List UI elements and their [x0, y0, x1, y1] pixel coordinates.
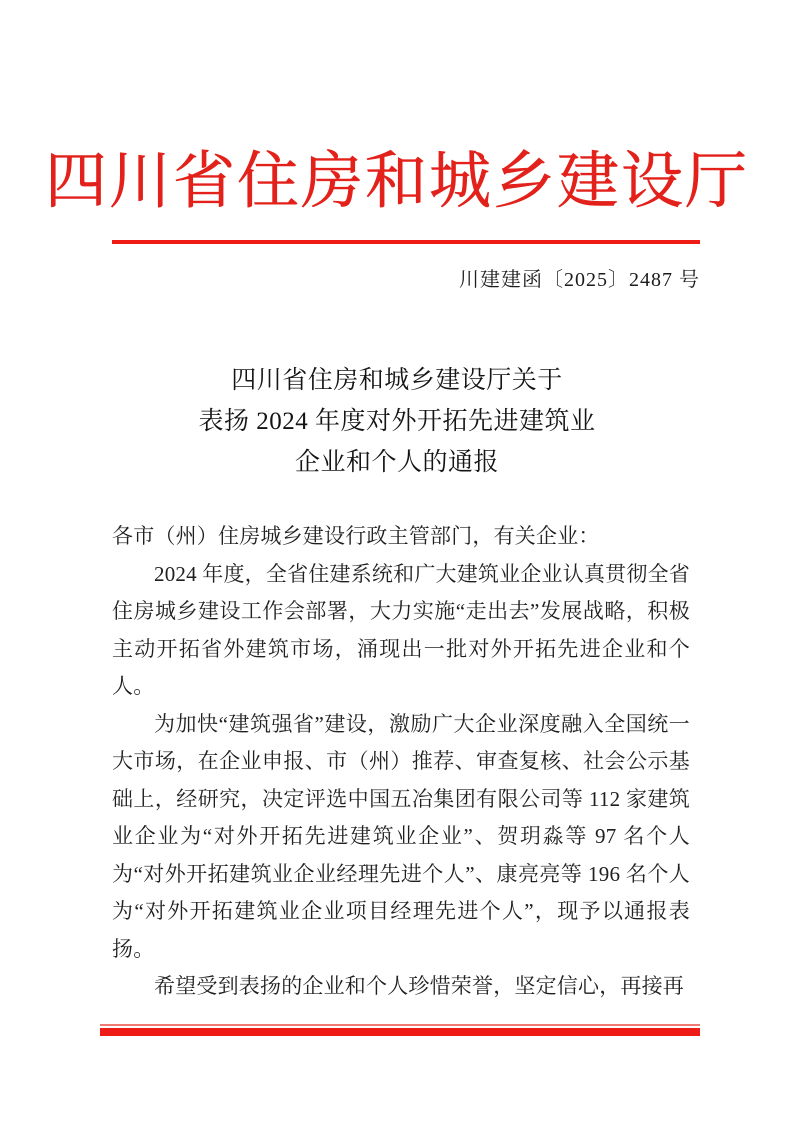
body-paragraph-2: 为加快“建筑强省”建设，激励广大企业深度融入全国统一大市场，在企业申报、市（州）推荐、审查复核、社会公示基础上，经研究，决定评选中国五冶集团有限公司等 112 家建筑业企业为“对外开拓先进建筑业企业”、贺玥淼等 97 名个人为“对外开拓建筑业企业经理先进个人”、康亮亮等 196 名个人为“对外开拓建筑业企业项目经理先进个人”，现予以通报表扬。	[112, 711, 690, 961]
document-body	[112, 518, 690, 1006]
document-title-line-1: 四川省住房和城乡建设厅关于	[231, 367, 563, 394]
document-title-line-2: 表扬 2024 年度对外开拓先进建筑业	[198, 408, 596, 435]
document-number: 川建建函〔2025〕2487 号	[459, 269, 700, 291]
body-paragraph-1: 2024 年度，全省住建系统和广大建筑业企业认真贯彻全省住房城乡建设工作会部署，大力实施“走出去”发展战略，积极主动开拓省外建筑市场，涌现出一批对外开拓先进企业和个人。	[112, 561, 690, 698]
body-paragraph-3: 希望受到表扬的企业和个人珍惜荣誉，坚定信心，再接再	[154, 974, 684, 998]
footer-divider-thin-rule	[100, 1024, 700, 1026]
letterhead-divider-rule	[112, 240, 700, 244]
letterhead	[0, 150, 794, 215]
footer-divider-thick-rule	[100, 1028, 700, 1036]
body-salutation: 各市（州）住房城乡建设行政主管部门，有关企业：	[112, 524, 600, 548]
document-title	[97, 360, 697, 483]
issuing-organization-title: 四川省住房和城乡建设厅	[44, 148, 749, 216]
document-title-line-3: 企业和个人的通报	[294, 449, 499, 476]
